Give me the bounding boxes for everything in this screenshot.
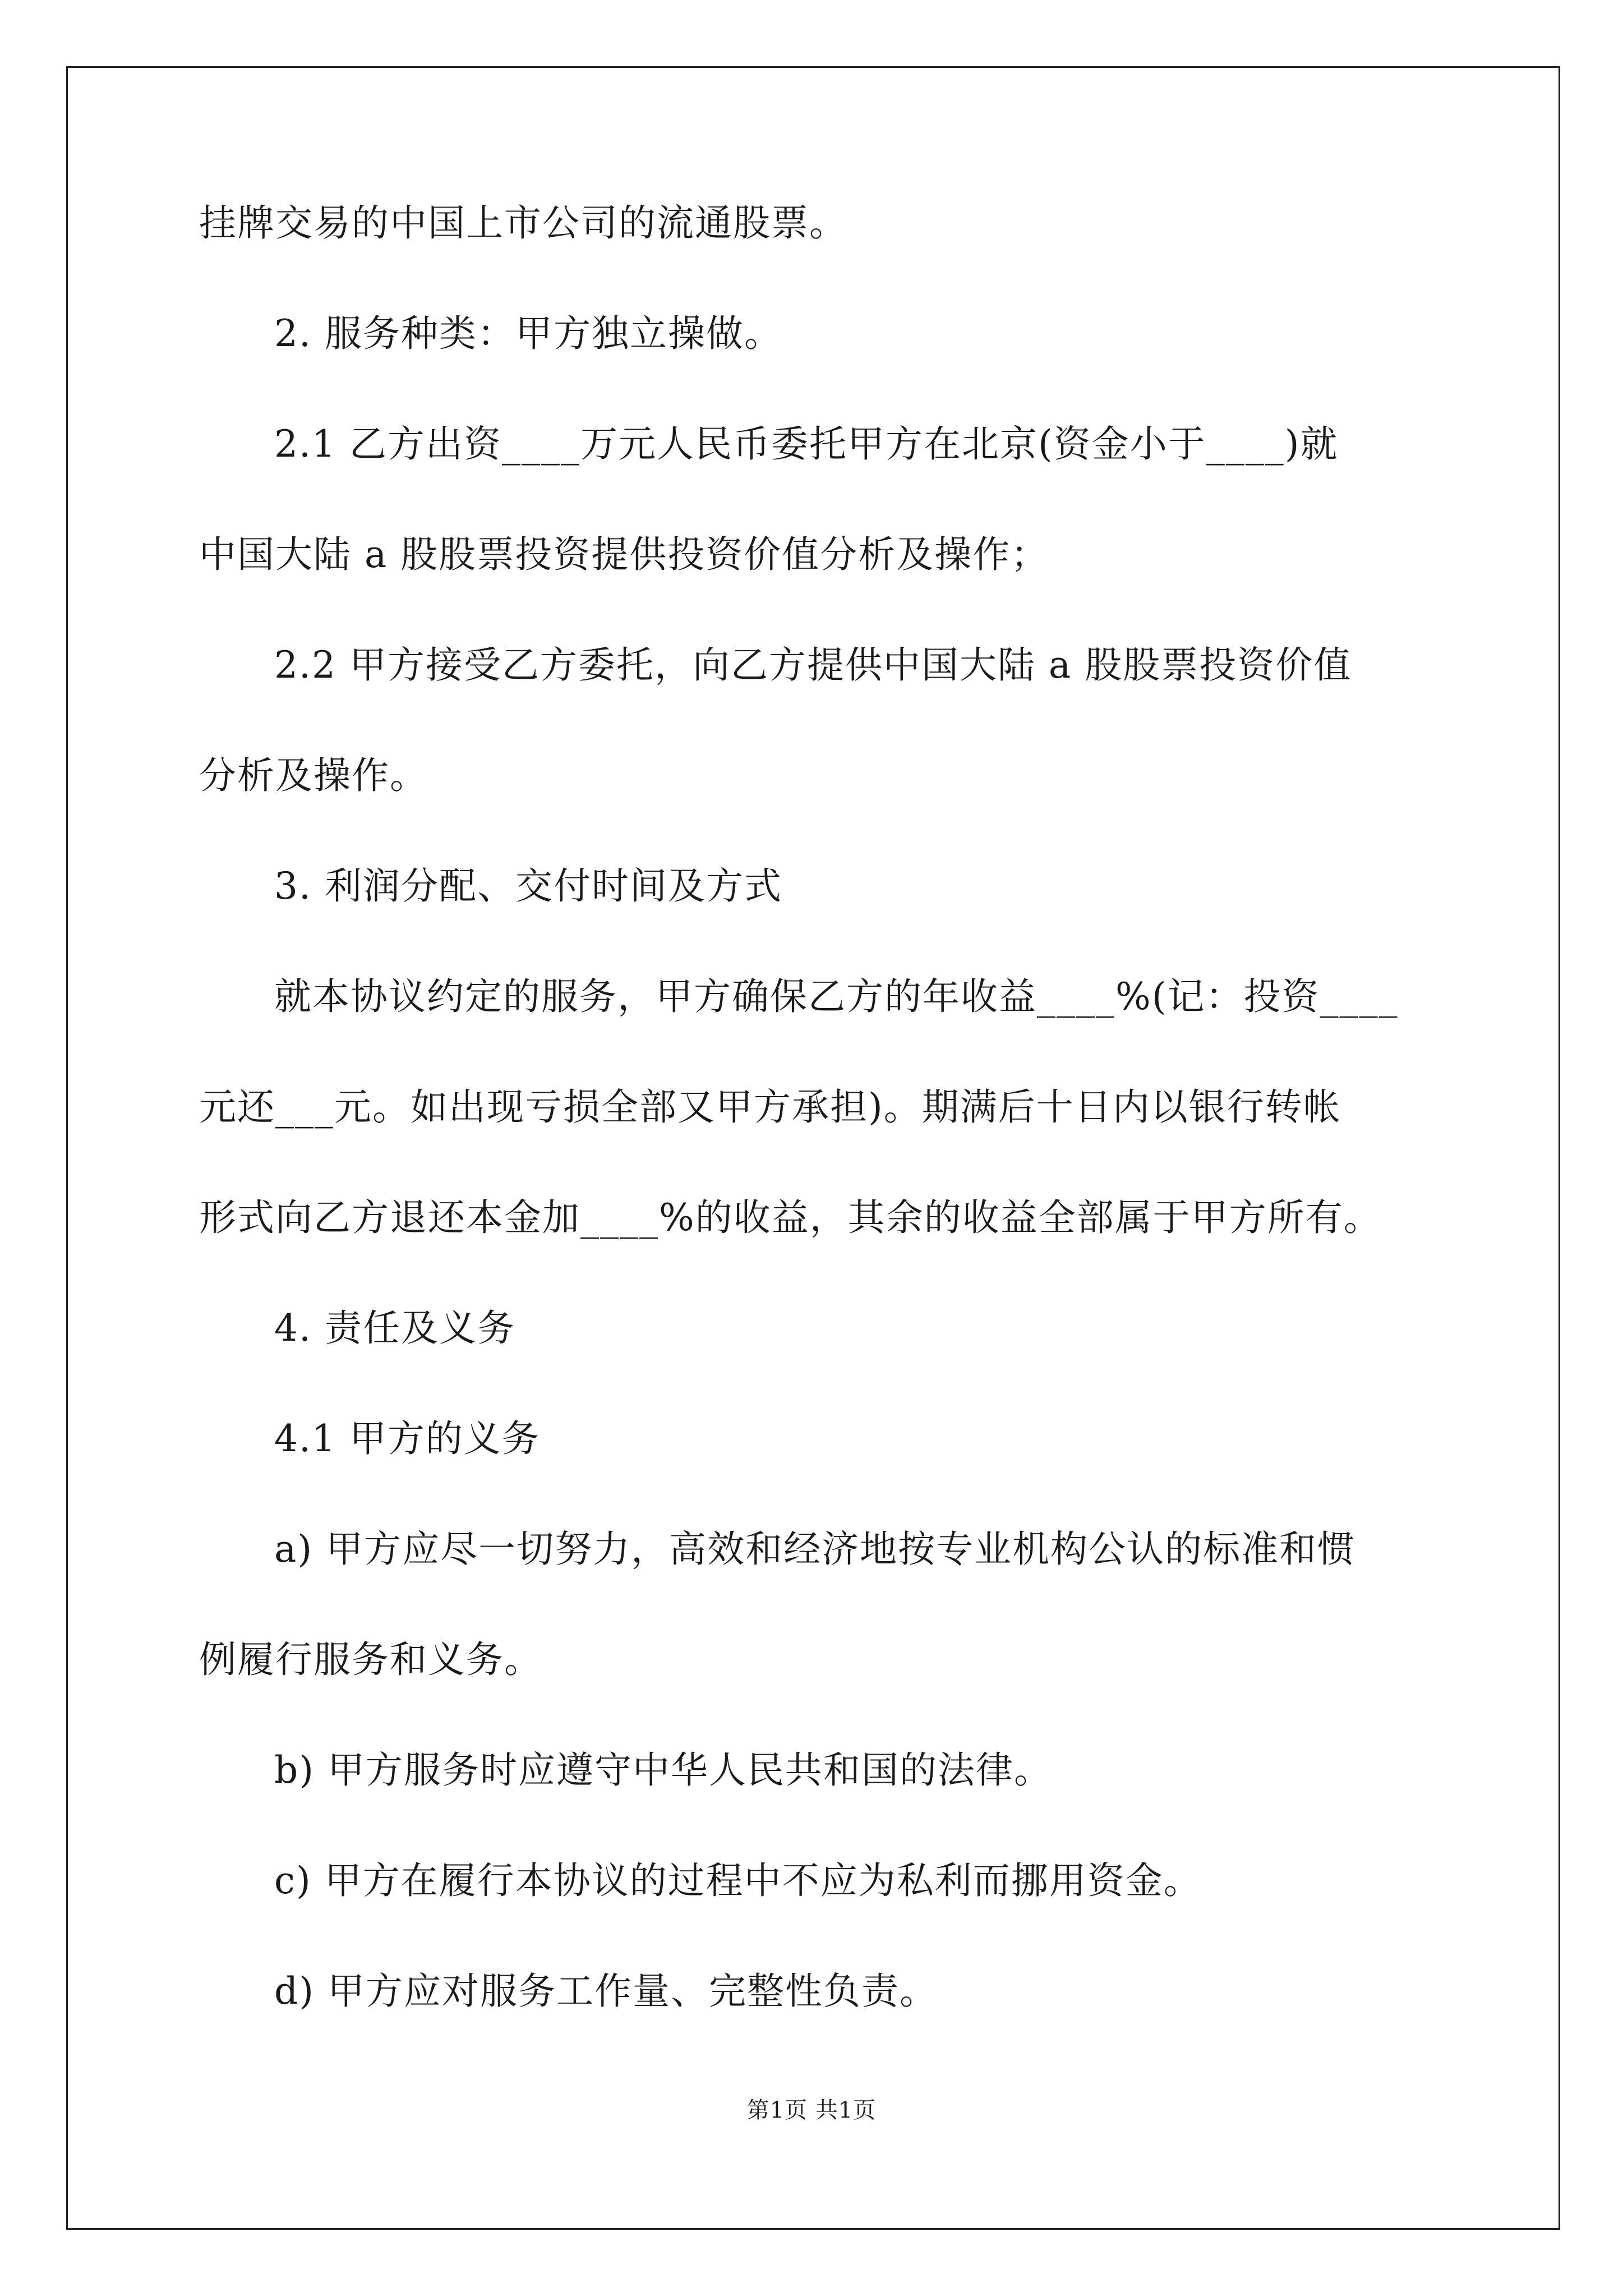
section-heading: 2. 服务种类：甲方独立操做。 (274, 312, 782, 355)
text-line: 2.1 乙方出资____万元人民币委托甲方在北京(资金小于____)就 (274, 422, 1339, 466)
text-line: 2.2 甲方接受乙方委托，向乙方提供中国大陆 a 股股票投资价值 (274, 643, 1352, 687)
subsection-heading: 4.1 甲方的义务 (274, 1417, 540, 1460)
text-line: 例履行服务和义务。 (199, 1638, 542, 1681)
text-line: 分析及操作。 (199, 754, 428, 797)
text-line: d) 甲方应对服务工作量、完整性负责。 (274, 1970, 938, 2013)
page-number-footer: 第1页 共1页 (746, 2097, 877, 2123)
text-line: 形式向乙方退还本金加____%的收益，其余的收益全部属于甲方所有。 (199, 1196, 1382, 1239)
text-line: a) 甲方应尽一切努力，高效和经济地按专业机构公认的标准和惯 (274, 1527, 1356, 1571)
text-line: 元还___元。如出现亏损全部又甲方承担)。期满后十日内以银行转帐 (199, 1085, 1341, 1129)
text-line: c) 甲方在履行本协议的过程中不应为私利而挪用资金。 (274, 1859, 1202, 1902)
text-line: 就本协议约定的服务，甲方确保乙方的年收益____%(记：投资____ (274, 975, 1399, 1018)
text-line: 中国大陆 a 股股票投资提供投资价值分析及操作； (199, 533, 1049, 576)
text-line: 挂牌交易的中国上市公司的流通股票。 (199, 201, 847, 245)
section-heading: 4. 责任及义务 (274, 1306, 515, 1350)
section-heading: 3. 利润分配、交付时间及方式 (274, 864, 782, 908)
text-line: b) 甲方服务时应遵守中华人民共和国的法律。 (274, 1749, 1052, 1792)
